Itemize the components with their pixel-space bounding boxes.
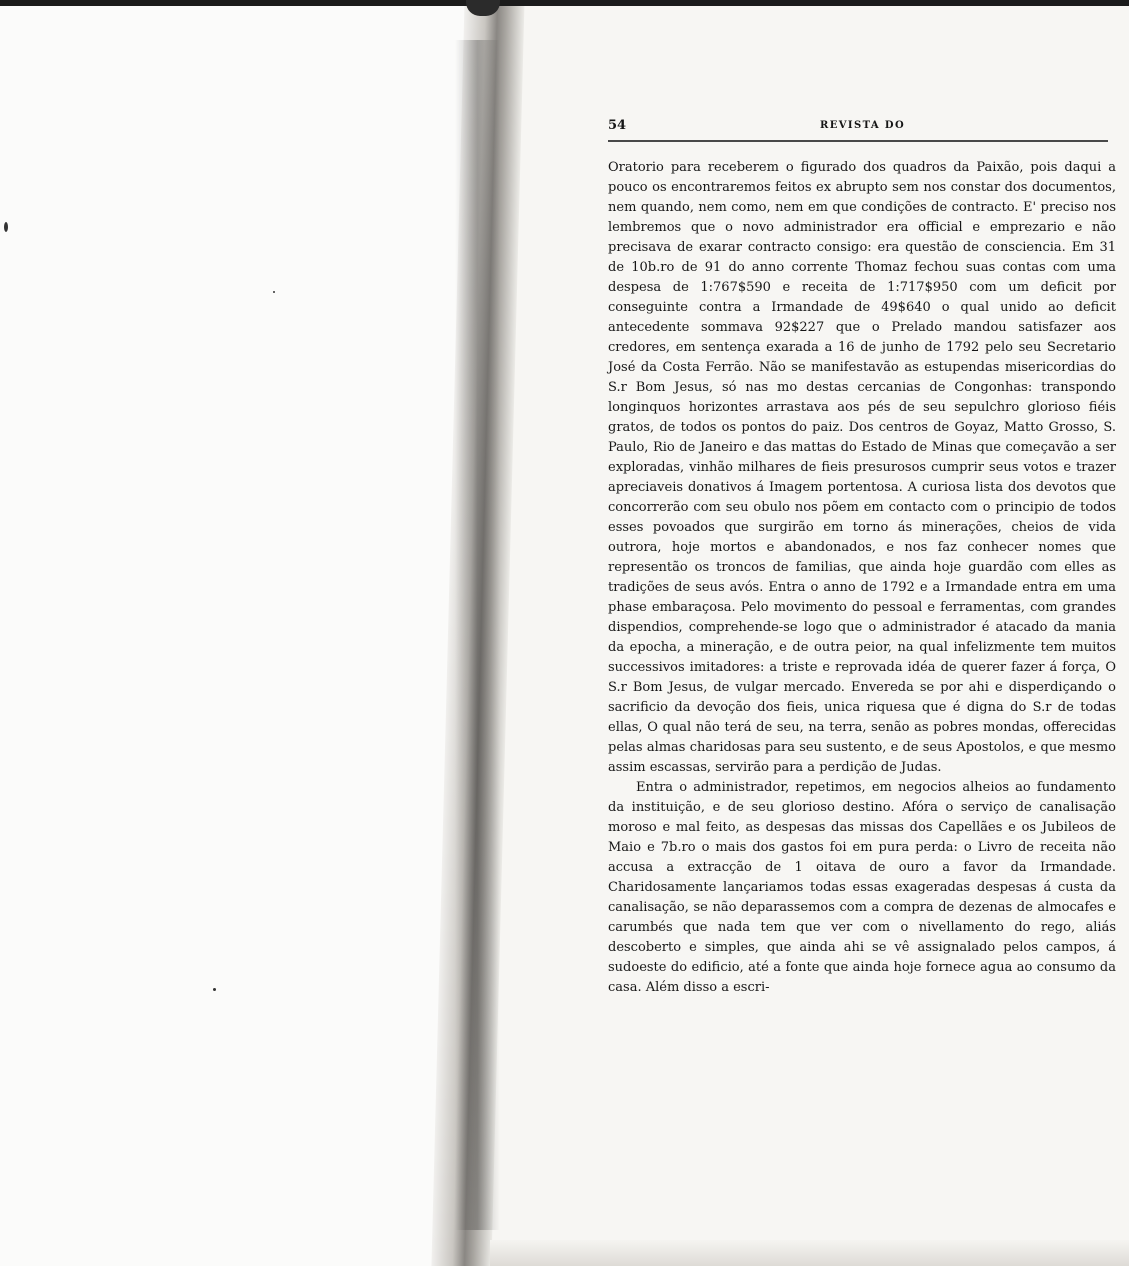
dust-speck [213, 988, 216, 991]
body-text [608, 158, 1116, 998]
left-blank-page [0, 0, 470, 1266]
gutter-shadow [455, 40, 500, 1230]
dust-speck [4, 222, 8, 232]
dust-speck [273, 291, 275, 293]
bottom-page-fold [490, 1240, 1129, 1266]
running-head: REVISTA DO [820, 120, 906, 131]
page-header [608, 118, 1116, 136]
top-edge-shadow [0, 0, 1129, 6]
paragraph: Oratorio para receberem o figurado dos quadros da Paixão, pois daqui a pouco os encontraremos feitos ex abrupto sem nos constar dos documentos, nem quando, nem como, nem em que condições de contracto. E' preciso nos lembremos que o novo administrador era official e emprezario e não precisava de exarar contracto consigo: era questão de consciencia. Em 31 de 10b.ro de 91 do anno corrente Thomaz fechou suas contas com uma despesa de 1:767$590 e receita de 1:717$950 com um deficit por conseguinte contra a Irmandade de 49$640 o qual unido ao deficit antecedente sommava 92$227 que o Prelado mandou satisfazer aos credores, em sentença exarada a 16 de junho de 1792 pelo seu Secretario José da Costa Ferrão. Não se manifestavão as estupendas misericordias do S.r Bom Jesus, só nas mo destas cercanias de Congonhas: transpondo longinquos horizontes arrastava aos pés de seu sepulchro glorioso fiéis gratos, de todos os pontos do paiz. Dos centros de Goyaz, Matto Grosso, S. Paulo, Rio de Janeiro e das mattas do Estado de Minas que começavão a ser exploradas, vinhão milhares de fieis presurosos cumprir seus votos e trazer apreciaveis donativos á Imagem portentosa. A curiosa lista dos devotos que concorrerão com seu obulo nos põem em contacto com o principio de todos esses povoados que surgirão em torno ás minerações, cheios de vida outrora, hoje mortos e abandonados, e nos faz conhecer nomes que representão os troncos de familias, que ainda hoje guardão com elles as tradições de seus avós. Entra o anno de 1792 e a Irmandade entra em uma phase embaraçosa. Pelo movimento do pessoal e ferramentas, com grandes dispendios, comprehende-se logo que o administrador é atacado da mania da epocha, a mineração, e de outra peior, na qual infelizmente tem muitos successivos imitadores: a triste e reprovada idéa de querer fazer á força, O S.r Bom Jesus, de vulgar mercado. Envereda se por ahi e disperdiçando o sacrificio da devoção dos fieis, unica riquesa que é digna do S.r de todas ellas, O qual não terá de seu, na terra, senão as pobres mondas, offerecidas pelas almas charidosas para seu sustento, e de seus Apostolos, e que mesmo assim escassas, servirão para a perdição de Judas. [608, 160, 1116, 775]
book-page [608, 118, 1116, 998]
paragraph: Entra o administrador, repetimos, em negocios alheios ao fundamento da instituição, e de seu glorioso destino. Afóra o serviço de canalisação moroso e mal feito, as despesas das missas dos Capellães e os Jubileos de Maio e 7b.ro o mais dos gastos foi em pura perda: o Livro de receita não accusa a extracção de 1 oitava de ouro a favor da Irmandade. Charidosamente lançariamos todas essas exageradas despesas á custa da canalisação, se não deparassemos com a compra de dezenas de almocafes e carumbés que nada tem que ver com o nivellamento do rego, aliás descoberto e simples, que ainda ahi se vê assignalado pelos campos, á sudoeste do edificio, até a fonte que ainda hoje fornece agua ao consumo da casa. Além disso a escri- [608, 780, 1116, 995]
header-rule [608, 140, 1108, 142]
page-number: 54 [608, 118, 627, 133]
